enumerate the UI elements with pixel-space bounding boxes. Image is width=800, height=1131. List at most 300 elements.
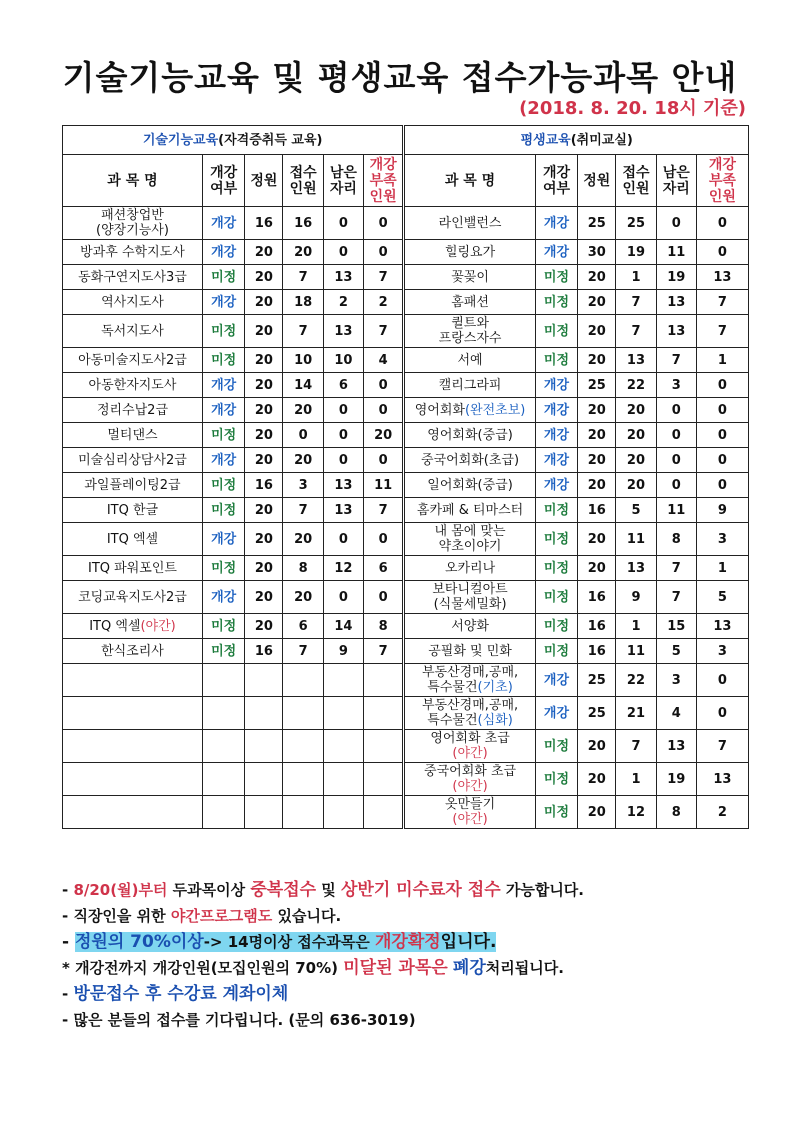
left-reg-cell: 20 bbox=[283, 240, 323, 265]
left-status-cell: 개강 bbox=[202, 373, 244, 398]
right-course-name: 부동산경매,공매, 특수물건(기초) bbox=[404, 664, 535, 697]
left-reg-cell: 10 bbox=[283, 348, 323, 373]
right-status-cell: 미정 bbox=[535, 315, 577, 348]
header-rem: 남은 자리 bbox=[656, 155, 696, 207]
right-cap-cell: 25 bbox=[578, 207, 616, 240]
right-need-cell: 0 bbox=[696, 473, 748, 498]
right-reg-cell: 1 bbox=[616, 763, 656, 796]
left-cap-cell: 20 bbox=[245, 373, 283, 398]
right-rem-cell: 8 bbox=[656, 796, 696, 829]
right-rem-cell: 7 bbox=[656, 556, 696, 581]
notes bbox=[62, 877, 762, 1033]
left-course-name: 미술심리상담사2급 bbox=[63, 448, 203, 473]
right-reg-cell: 7 bbox=[616, 290, 656, 315]
right-status-cell: 미정 bbox=[535, 730, 577, 763]
right-status-cell: 미정 bbox=[535, 581, 577, 614]
left-rem-cell: 0 bbox=[323, 398, 363, 423]
right-reg-cell: 12 bbox=[616, 796, 656, 829]
table-row bbox=[63, 398, 749, 423]
right-course-name: 중국어회화 초급 (야간) bbox=[404, 763, 535, 796]
left-reg-cell: 0 bbox=[283, 423, 323, 448]
right-need-cell: 7 bbox=[696, 730, 748, 763]
left-rem-cell: 0 bbox=[323, 240, 363, 265]
right-rem-cell: 3 bbox=[656, 373, 696, 398]
left-rem-cell: 13 bbox=[323, 498, 363, 523]
right-status-cell: 개강 bbox=[535, 473, 577, 498]
left-need-cell bbox=[364, 730, 404, 763]
right-rem-cell: 8 bbox=[656, 523, 696, 556]
right-reg-cell: 1 bbox=[616, 265, 656, 290]
left-need-cell: 0 bbox=[364, 207, 404, 240]
right-course-name: 오카리나 bbox=[404, 556, 535, 581]
right-need-cell: 5 bbox=[696, 581, 748, 614]
right-cap-cell: 16 bbox=[578, 614, 616, 639]
left-course-name: 패션창업반 (양장기능사) bbox=[63, 207, 203, 240]
note-1: - 8/20(월)부터 두과목이상 중복접수 및 상반기 미수료자 접수 가능합니다. bbox=[62, 880, 584, 900]
right-section-title-main: 평생교육 bbox=[520, 132, 571, 148]
table-row bbox=[63, 639, 749, 664]
left-need-cell: 7 bbox=[364, 639, 404, 664]
right-cap-cell: 16 bbox=[578, 498, 616, 523]
left-status-cell bbox=[202, 763, 244, 796]
right-cap-cell: 20 bbox=[578, 265, 616, 290]
right-need-cell: 0 bbox=[696, 423, 748, 448]
left-course-name bbox=[63, 730, 203, 763]
left-course-name: 코딩교육지도사2급 bbox=[63, 581, 203, 614]
right-course-name: 서양화 bbox=[404, 614, 535, 639]
left-rem-cell bbox=[323, 763, 363, 796]
right-need-cell: 0 bbox=[696, 448, 748, 473]
left-status-cell bbox=[202, 796, 244, 829]
left-status-cell: 미정 bbox=[202, 614, 244, 639]
right-need-cell: 13 bbox=[696, 763, 748, 796]
right-status-cell: 미정 bbox=[535, 639, 577, 664]
table-row bbox=[63, 348, 749, 373]
left-cap-cell: 20 bbox=[245, 265, 283, 290]
right-reg-cell: 9 bbox=[616, 581, 656, 614]
left-reg-cell: 8 bbox=[283, 556, 323, 581]
right-status-cell: 개강 bbox=[535, 664, 577, 697]
right-course-name: 힐링요가 bbox=[404, 240, 535, 265]
right-need-cell: 13 bbox=[696, 614, 748, 639]
right-rem-cell: 13 bbox=[656, 290, 696, 315]
right-course-name: 영어회화(중급) bbox=[404, 423, 535, 448]
right-cap-cell: 20 bbox=[578, 448, 616, 473]
table-row bbox=[63, 796, 749, 829]
left-reg-cell bbox=[283, 796, 323, 829]
right-status-cell: 개강 bbox=[535, 423, 577, 448]
right-reg-cell: 22 bbox=[616, 373, 656, 398]
table-row bbox=[63, 614, 749, 639]
right-rem-cell: 19 bbox=[656, 763, 696, 796]
header-name: 과 목 명 bbox=[404, 155, 535, 207]
right-need-cell: 0 bbox=[696, 240, 748, 265]
left-rem-cell: 13 bbox=[323, 315, 363, 348]
right-need-cell: 13 bbox=[696, 265, 748, 290]
table-row bbox=[63, 581, 749, 614]
left-reg-cell: 16 bbox=[283, 207, 323, 240]
right-cap-cell: 16 bbox=[578, 639, 616, 664]
right-cap-cell: 20 bbox=[578, 796, 616, 829]
left-need-cell: 20 bbox=[364, 423, 404, 448]
left-cap-cell bbox=[245, 763, 283, 796]
right-rem-cell: 7 bbox=[656, 581, 696, 614]
left-reg-cell: 14 bbox=[283, 373, 323, 398]
right-reg-cell: 20 bbox=[616, 448, 656, 473]
left-cap-cell: 20 bbox=[245, 348, 283, 373]
right-status-cell: 개강 bbox=[535, 207, 577, 240]
header-name: 과 목 명 bbox=[63, 155, 203, 207]
left-section-title-sub: (자격증취득 교육) bbox=[218, 132, 323, 148]
left-course-name bbox=[63, 763, 203, 796]
left-reg-cell: 7 bbox=[283, 265, 323, 290]
right-cap-cell: 25 bbox=[578, 697, 616, 730]
right-rem-cell: 0 bbox=[656, 448, 696, 473]
right-cap-cell: 20 bbox=[578, 398, 616, 423]
table-row bbox=[63, 265, 749, 290]
table-row bbox=[63, 290, 749, 315]
course-table bbox=[62, 125, 749, 829]
left-cap-cell bbox=[245, 730, 283, 763]
left-need-cell bbox=[364, 664, 404, 697]
table-row bbox=[63, 240, 749, 265]
right-status-cell: 개강 bbox=[535, 697, 577, 730]
left-status-cell: 미정 bbox=[202, 265, 244, 290]
right-status-cell: 미정 bbox=[535, 763, 577, 796]
right-reg-cell: 25 bbox=[616, 207, 656, 240]
right-rem-cell: 4 bbox=[656, 697, 696, 730]
right-status-cell: 개강 bbox=[535, 398, 577, 423]
table-row bbox=[63, 473, 749, 498]
left-reg-cell: 20 bbox=[283, 581, 323, 614]
header-reg: 접수 인원 bbox=[616, 155, 656, 207]
header-cap: 정원 bbox=[245, 155, 283, 207]
left-need-cell: 4 bbox=[364, 348, 404, 373]
right-reg-cell: 21 bbox=[616, 697, 656, 730]
right-need-cell: 0 bbox=[696, 664, 748, 697]
table-row bbox=[63, 523, 749, 556]
left-course-name: ITQ 엑셀 bbox=[63, 523, 203, 556]
left-course-name: 동화구연지도사3급 bbox=[63, 265, 203, 290]
header-need: 개강 부족 인원 bbox=[696, 155, 748, 207]
left-status-cell bbox=[202, 730, 244, 763]
right-status-cell: 미정 bbox=[535, 498, 577, 523]
right-cap-cell: 20 bbox=[578, 315, 616, 348]
left-section-title bbox=[63, 126, 404, 155]
right-rem-cell: 3 bbox=[656, 664, 696, 697]
right-status-cell: 미정 bbox=[535, 614, 577, 639]
right-reg-cell: 13 bbox=[616, 556, 656, 581]
right-cap-cell: 16 bbox=[578, 581, 616, 614]
left-rem-cell: 0 bbox=[323, 207, 363, 240]
right-need-cell: 3 bbox=[696, 523, 748, 556]
left-rem-cell: 2 bbox=[323, 290, 363, 315]
left-rem-cell: 13 bbox=[323, 265, 363, 290]
left-cap-cell: 20 bbox=[245, 581, 283, 614]
header-open: 개강 여부 bbox=[202, 155, 244, 207]
left-reg-cell bbox=[283, 730, 323, 763]
right-rem-cell: 0 bbox=[656, 207, 696, 240]
left-rem-cell: 6 bbox=[323, 373, 363, 398]
left-status-cell bbox=[202, 664, 244, 697]
right-cap-cell: 20 bbox=[578, 763, 616, 796]
right-course-name: 영어회화(완전초보) bbox=[404, 398, 535, 423]
right-course-name: 캘리그라피 bbox=[404, 373, 535, 398]
right-cap-cell: 30 bbox=[578, 240, 616, 265]
right-course-name: 홈패션 bbox=[404, 290, 535, 315]
table-row bbox=[63, 448, 749, 473]
note-4: * 개강전까지 개강인원(모집인원의 70%) 미달된 과목은 폐강처리됩니다. bbox=[62, 958, 564, 978]
left-cap-cell bbox=[245, 664, 283, 697]
right-cap-cell: 20 bbox=[578, 348, 616, 373]
right-need-cell: 0 bbox=[696, 697, 748, 730]
right-need-cell: 7 bbox=[696, 315, 748, 348]
right-course-name: 옷만들기 (야간) bbox=[404, 796, 535, 829]
left-need-cell: 8 bbox=[364, 614, 404, 639]
left-need-cell: 7 bbox=[364, 315, 404, 348]
left-reg-cell bbox=[283, 697, 323, 730]
table-row bbox=[63, 664, 749, 697]
header-rem: 남은 자리 bbox=[323, 155, 363, 207]
left-course-name bbox=[63, 664, 203, 697]
right-section-title-sub: (취미교실) bbox=[570, 132, 633, 148]
right-rem-cell: 11 bbox=[656, 498, 696, 523]
left-rem-cell bbox=[323, 697, 363, 730]
right-course-name: 부동산경매,공매, 특수물건(심화) bbox=[404, 697, 535, 730]
left-rem-cell bbox=[323, 730, 363, 763]
right-rem-cell: 0 bbox=[656, 473, 696, 498]
left-cap-cell: 20 bbox=[245, 523, 283, 556]
left-reg-cell: 6 bbox=[283, 614, 323, 639]
table-row bbox=[63, 498, 749, 523]
left-reg-cell bbox=[283, 763, 323, 796]
right-status-cell: 미정 bbox=[535, 523, 577, 556]
right-need-cell: 1 bbox=[696, 556, 748, 581]
left-cap-cell: 20 bbox=[245, 423, 283, 448]
left-status-cell: 개강 bbox=[202, 523, 244, 556]
right-course-name: 퀼트와 프랑스자수 bbox=[404, 315, 535, 348]
table-row bbox=[63, 763, 749, 796]
table-row bbox=[63, 207, 749, 240]
right-course-name: 내 몸에 맞는 약초이야기 bbox=[404, 523, 535, 556]
left-course-name: 멀티댄스 bbox=[63, 423, 203, 448]
table-row bbox=[63, 423, 749, 448]
right-reg-cell: 20 bbox=[616, 398, 656, 423]
table-row bbox=[63, 556, 749, 581]
left-course-name: ITQ 파워포인트 bbox=[63, 556, 203, 581]
right-need-cell: 3 bbox=[696, 639, 748, 664]
left-need-cell: 0 bbox=[364, 581, 404, 614]
right-cap-cell: 20 bbox=[578, 523, 616, 556]
right-course-name: 일어회화(중급) bbox=[404, 473, 535, 498]
right-rem-cell: 11 bbox=[656, 240, 696, 265]
left-course-name: 독서지도사 bbox=[63, 315, 203, 348]
right-status-cell: 개강 bbox=[535, 448, 577, 473]
left-status-cell: 개강 bbox=[202, 581, 244, 614]
right-status-cell: 미정 bbox=[535, 556, 577, 581]
left-reg-cell: 18 bbox=[283, 290, 323, 315]
table-row bbox=[63, 730, 749, 763]
right-reg-cell: 20 bbox=[616, 423, 656, 448]
note-2: - 직장인을 위한 야간프로그램도 있습니다. bbox=[62, 907, 342, 925]
left-status-cell: 개강 bbox=[202, 240, 244, 265]
right-status-cell: 개강 bbox=[535, 240, 577, 265]
left-reg-cell: 3 bbox=[283, 473, 323, 498]
left-status-cell: 미정 bbox=[202, 315, 244, 348]
left-cap-cell: 16 bbox=[245, 639, 283, 664]
left-need-cell: 2 bbox=[364, 290, 404, 315]
right-cap-cell: 25 bbox=[578, 664, 616, 697]
left-rem-cell: 10 bbox=[323, 348, 363, 373]
right-cap-cell: 25 bbox=[578, 373, 616, 398]
right-reg-cell: 13 bbox=[616, 348, 656, 373]
right-reg-cell: 11 bbox=[616, 523, 656, 556]
left-course-name: ITQ 한글 bbox=[63, 498, 203, 523]
left-course-name: 아동미술지도사2급 bbox=[63, 348, 203, 373]
right-cap-cell: 20 bbox=[578, 290, 616, 315]
left-cap-cell: 20 bbox=[245, 448, 283, 473]
header-row bbox=[63, 155, 749, 207]
right-course-name: 서예 bbox=[404, 348, 535, 373]
right-status-cell: 개강 bbox=[535, 373, 577, 398]
right-reg-cell: 7 bbox=[616, 730, 656, 763]
right-reg-cell: 1 bbox=[616, 614, 656, 639]
left-cap-cell: 20 bbox=[245, 614, 283, 639]
right-rem-cell: 7 bbox=[656, 348, 696, 373]
right-course-name: 보타니컬아트 (식물세밀화) bbox=[404, 581, 535, 614]
right-reg-cell: 22 bbox=[616, 664, 656, 697]
left-need-cell: 0 bbox=[364, 240, 404, 265]
left-course-name: 과일플레이팅2급 bbox=[63, 473, 203, 498]
right-rem-cell: 5 bbox=[656, 639, 696, 664]
left-need-cell bbox=[364, 763, 404, 796]
header-cap: 정원 bbox=[578, 155, 616, 207]
left-status-cell: 미정 bbox=[202, 498, 244, 523]
note-6: - 많은 분들의 접수를 기다립니다. (문의 636-3019) bbox=[62, 1011, 416, 1029]
left-rem-cell: 13 bbox=[323, 473, 363, 498]
right-status-cell: 미정 bbox=[535, 796, 577, 829]
left-status-cell: 개강 bbox=[202, 207, 244, 240]
left-need-cell: 7 bbox=[364, 265, 404, 290]
left-need-cell bbox=[364, 796, 404, 829]
right-course-name: 라인밸런스 bbox=[404, 207, 535, 240]
left-reg-cell: 20 bbox=[283, 523, 323, 556]
right-reg-cell: 11 bbox=[616, 639, 656, 664]
right-course-name: 중국어회화(초급) bbox=[404, 448, 535, 473]
left-cap-cell bbox=[245, 697, 283, 730]
left-cap-cell: 16 bbox=[245, 207, 283, 240]
left-course-name: 한식조리사 bbox=[63, 639, 203, 664]
right-reg-cell: 5 bbox=[616, 498, 656, 523]
left-status-cell: 미정 bbox=[202, 473, 244, 498]
left-status-cell: 개강 bbox=[202, 448, 244, 473]
right-course-name: 공필화 및 민화 bbox=[404, 639, 535, 664]
right-status-cell: 미정 bbox=[535, 290, 577, 315]
left-cap-cell bbox=[245, 796, 283, 829]
header-need: 개강 부족 인원 bbox=[364, 155, 404, 207]
right-rem-cell: 19 bbox=[656, 265, 696, 290]
right-rem-cell: 0 bbox=[656, 423, 696, 448]
left-rem-cell bbox=[323, 664, 363, 697]
left-cap-cell: 20 bbox=[245, 398, 283, 423]
right-reg-cell: 20 bbox=[616, 473, 656, 498]
left-rem-cell: 0 bbox=[323, 448, 363, 473]
left-course-name bbox=[63, 697, 203, 730]
left-rem-cell bbox=[323, 796, 363, 829]
date-stamp: (2018. 8. 20. 18시 기준) bbox=[519, 98, 746, 119]
left-status-cell: 개강 bbox=[202, 290, 244, 315]
left-status-cell: 개강 bbox=[202, 398, 244, 423]
left-rem-cell: 12 bbox=[323, 556, 363, 581]
right-section-title bbox=[404, 126, 749, 155]
left-need-cell: 0 bbox=[364, 448, 404, 473]
right-need-cell: 1 bbox=[696, 348, 748, 373]
left-status-cell: 미정 bbox=[202, 639, 244, 664]
right-need-cell: 9 bbox=[696, 498, 748, 523]
left-course-name: ITQ 엑셀(야간) bbox=[63, 614, 203, 639]
left-need-cell: 7 bbox=[364, 498, 404, 523]
right-rem-cell: 0 bbox=[656, 398, 696, 423]
left-section-title-main: 기술기능교육 bbox=[142, 132, 219, 148]
left-need-cell: 11 bbox=[364, 473, 404, 498]
left-course-name bbox=[63, 796, 203, 829]
right-need-cell: 7 bbox=[696, 290, 748, 315]
right-need-cell: 0 bbox=[696, 373, 748, 398]
left-rem-cell: 0 bbox=[323, 423, 363, 448]
page-title: 기술기능교육 및 평생교육 접수가능과목 안내 bbox=[62, 58, 738, 97]
note-5: - 방문접수 후 수강료 계좌이체 bbox=[62, 984, 289, 1004]
right-course-name: 영어회화 초급 (야간) bbox=[404, 730, 535, 763]
left-need-cell: 0 bbox=[364, 523, 404, 556]
right-reg-cell: 7 bbox=[616, 315, 656, 348]
left-cap-cell: 16 bbox=[245, 473, 283, 498]
left-reg-cell: 7 bbox=[283, 315, 323, 348]
right-cap-cell: 20 bbox=[578, 556, 616, 581]
left-need-cell: 0 bbox=[364, 398, 404, 423]
right-course-name: 꽃꽂이 bbox=[404, 265, 535, 290]
left-course-name: 방과후 수학지도사 bbox=[63, 240, 203, 265]
table-row bbox=[63, 697, 749, 730]
left-status-cell: 미정 bbox=[202, 423, 244, 448]
right-status-cell: 미정 bbox=[535, 348, 577, 373]
header-open: 개강 여부 bbox=[535, 155, 577, 207]
right-rem-cell: 13 bbox=[656, 315, 696, 348]
left-reg-cell: 20 bbox=[283, 398, 323, 423]
left-reg-cell: 20 bbox=[283, 448, 323, 473]
left-need-cell: 0 bbox=[364, 373, 404, 398]
left-reg-cell: 7 bbox=[283, 498, 323, 523]
left-cap-cell: 20 bbox=[245, 498, 283, 523]
right-rem-cell: 13 bbox=[656, 730, 696, 763]
header-reg: 접수 인원 bbox=[283, 155, 323, 207]
left-rem-cell: 0 bbox=[323, 581, 363, 614]
left-rem-cell: 0 bbox=[323, 523, 363, 556]
right-reg-cell: 19 bbox=[616, 240, 656, 265]
left-rem-cell: 9 bbox=[323, 639, 363, 664]
right-status-cell: 미정 bbox=[535, 265, 577, 290]
left-course-name: 아동한자지도사 bbox=[63, 373, 203, 398]
note-3: - 정원의 70%이상-> 14명이상 접수과목은 개강확정입니다. bbox=[62, 932, 497, 952]
left-need-cell bbox=[364, 697, 404, 730]
left-cap-cell: 20 bbox=[245, 240, 283, 265]
left-course-name: 정리수납2급 bbox=[63, 398, 203, 423]
table-row bbox=[63, 315, 749, 348]
left-course-name: 역사지도사 bbox=[63, 290, 203, 315]
left-cap-cell: 20 bbox=[245, 315, 283, 348]
left-need-cell: 6 bbox=[364, 556, 404, 581]
table-row bbox=[63, 373, 749, 398]
right-cap-cell: 20 bbox=[578, 423, 616, 448]
